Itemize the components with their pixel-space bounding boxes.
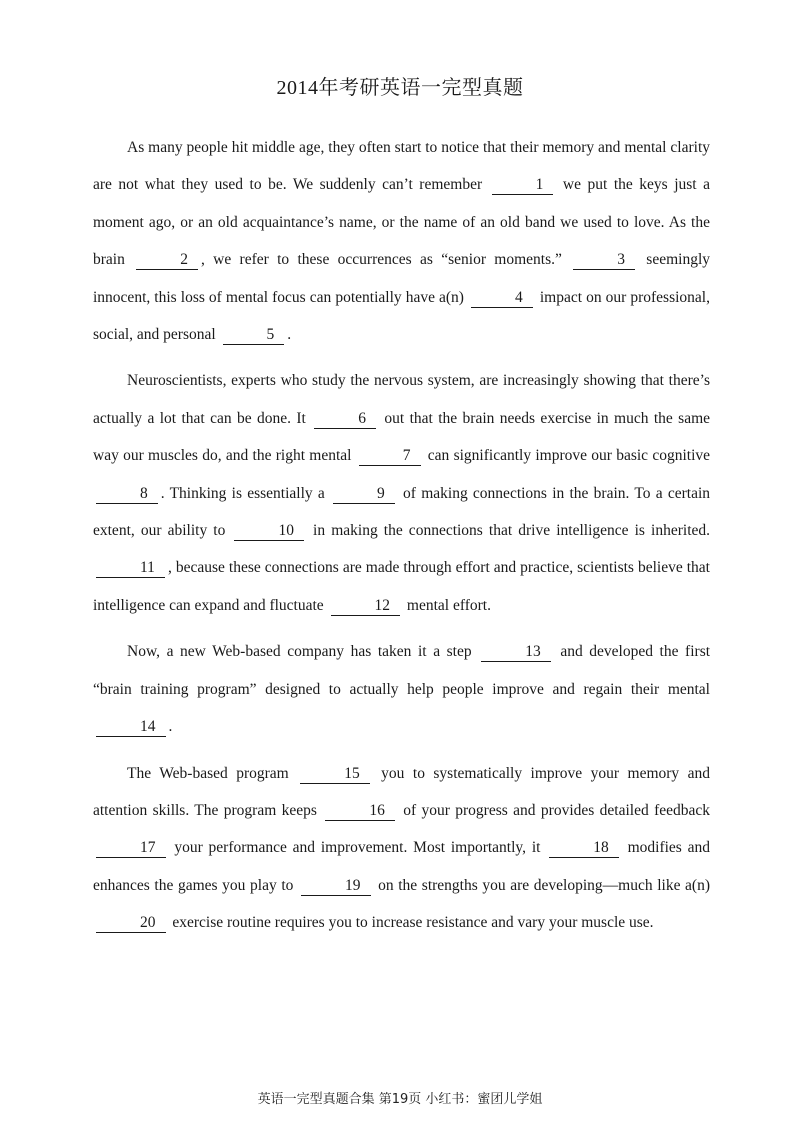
passage-text: on the strengths you are developing—much like a(n)	[378, 876, 711, 894]
blank-5: 5	[223, 325, 285, 345]
passage-text: impact on our professional, social, and personal	[93, 288, 710, 344]
blank-18: 18	[549, 838, 619, 858]
blank-6: 6	[314, 409, 376, 429]
passage-text: out that the brain needs exercise in much the same way our muscles do, and the right mental	[93, 409, 711, 465]
paragraph	[93, 633, 710, 745]
passage-text: , we refer to these occurrences as “senior moments.”	[200, 251, 562, 269]
blank-1: 1	[492, 175, 554, 195]
blank-17: 17	[96, 838, 166, 858]
blank-15: 15	[300, 764, 370, 784]
passage	[93, 129, 710, 951]
passage-text: your performance and improvement. Most importantly, it	[174, 839, 541, 857]
blank-20: 20	[96, 913, 166, 933]
passage-text: and developed the first “brain training program” designed to actually help people improve and regain their mental	[93, 643, 711, 698]
blank-13: 13	[481, 642, 551, 662]
blank-11: 11	[96, 558, 165, 578]
passage-text: of your progress and provides detailed feedback	[403, 801, 711, 819]
passage-text: exercise routine requires you to increase resistance and vary your muscle use.	[172, 914, 654, 932]
blank-7: 7	[359, 446, 421, 466]
page-footer: 英语一完型真题合集 第19页 小红书：蜜团儿学姐	[257, 1092, 543, 1107]
blank-10: 10	[234, 521, 304, 541]
passage-text: .	[287, 326, 292, 344]
passage-text: mental effort.	[406, 596, 491, 614]
blank-19: 19	[301, 876, 371, 896]
passage-text: Neuroscientists, experts who study the nervous system, are increasingly showing that there’s actually a lot that can be done. It	[93, 372, 710, 427]
passage-text: of making connections in the brain. To a certain extent, our ability to	[93, 484, 711, 540]
paragraph	[93, 755, 710, 942]
passage-text: .	[168, 718, 173, 736]
blank-3: 3	[573, 250, 635, 270]
blank-8: 8	[96, 484, 158, 504]
passage-text: , because these connections are made through effort and practice, scientists believe that intelligence can expand and fluctuate	[93, 559, 710, 614]
passage-text: Now, a new Web-based company has taken it a step	[127, 643, 472, 661]
paragraph	[93, 129, 710, 353]
passage-text: can significantly improve our basic cognitive	[427, 447, 710, 465]
passage-text: The Web-based program	[127, 764, 289, 782]
passage-text: in making the connections that drive intelligence is inherited.	[313, 522, 710, 540]
blank-9: 9	[333, 484, 395, 504]
blank-2: 2	[136, 250, 198, 270]
blank-16: 16	[325, 801, 395, 821]
blank-14: 14	[96, 717, 166, 737]
paragraph	[93, 362, 710, 624]
passage-text: As many people hit middle age, they often start to notice that their memory and mental clarity are not what they used to be. We suddenly can’t remember	[93, 139, 710, 194]
blank-12: 12	[331, 596, 401, 616]
passage-text: . Thinking is essentially a	[160, 484, 325, 502]
blank-4: 4	[471, 288, 533, 308]
page-title: 2014年考研英语一完型真题	[276, 77, 524, 99]
passage-text: modifies and enhances the games you play to	[93, 839, 711, 894]
passage-text: we put the keys just a moment ago, or an old acquaintance’s name, or the name of an old band we used to love. As the brain	[93, 176, 710, 269]
passage-text: seemingly innocent, this loss of mental focus can potentially have a(n)	[93, 251, 711, 306]
passage-text: you to systematically improve your memory and attention skills. The program keeps	[93, 764, 711, 819]
